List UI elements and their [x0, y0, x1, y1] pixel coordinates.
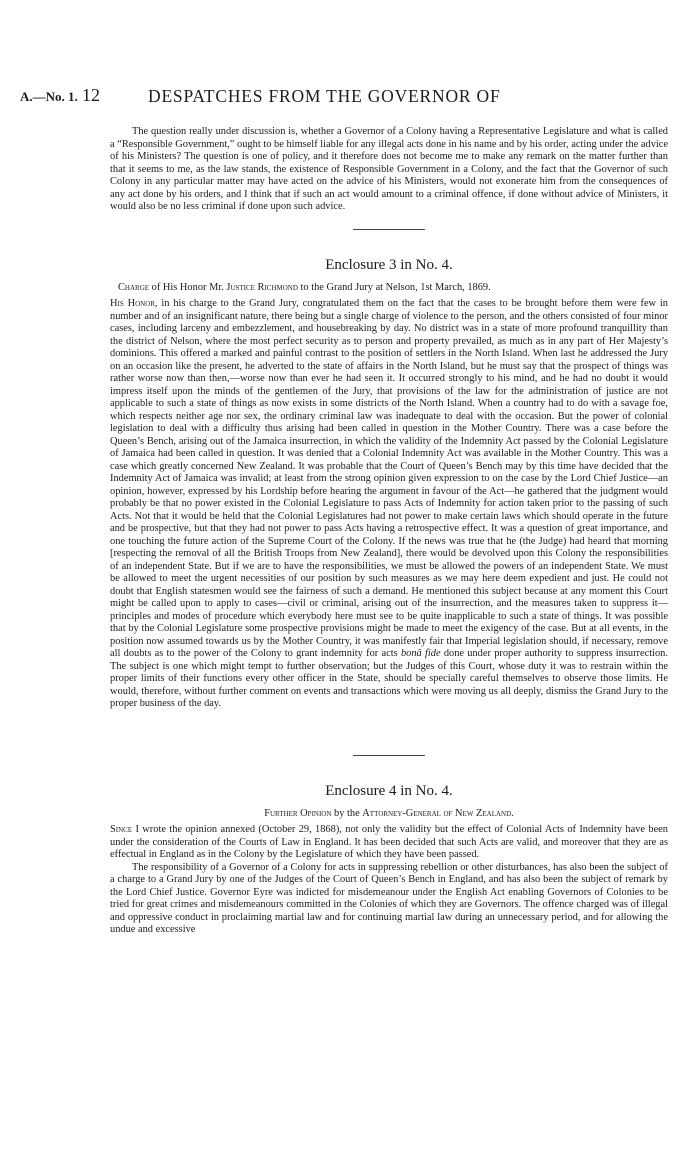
running-title: DESPATCHES FROM THE GOVERNOR OF [148, 86, 501, 106]
enclosure-4-paragraph-2: The responsibility of a Governor of a Colony for acts in suppressing rebellion or other disturbances, has also been the subject of a charge to a Grand Jury by one of the Judges of the Court of Queen’s Bench in England, and has also been the subject of remark by the Lord Chief Justice. Governor Eyre was indicted for misdemeanour under the English Act enabling Governors of Colonies to be tried for great crimes and misdemeanours committed in the Colonies of which they are Governors. The offence charged was of illegal and oppressive conduct in proclaiming martial law and for continuing martial law during an unnecessary period, and for allowing the undue and excessive [110, 861, 668, 935]
heading-of-text: of His Honor Mr. [149, 281, 227, 293]
heading-by-the: by the [331, 807, 363, 819]
heading-rest-text: to the Grand Jury at Nelson, 1st March, 1869. [297, 281, 491, 293]
enclosure-3-title: Enclosure 3 in No. 4. [325, 256, 453, 273]
page-header [20, 85, 680, 107]
paragraph-1-text: I wrote the opinion annexed (October 29, 1868), not only the validity but the effect of Colonial Acts of Indemnity have been under the consideration of the Courts of Law in England. It has been decided that such Acts are valid, and moreover that they are as effectual in England as in the Colony by the Legislature of which they have been passed. [110, 824, 668, 860]
enclosure-4-heading [110, 808, 668, 821]
page-body [110, 126, 668, 937]
enclosure-4-paragraph-1 [110, 824, 668, 862]
body-lead-words: His Honor, [110, 298, 158, 309]
body-text-part-2: done under proper authority to suppress insurrection. The subject is one which might tempt to further observation; but the Judges of this Court, whose duty it was to restrain within the proper limits of their functions every other officer in the State, should be specially careful themselves to observe those limits. He would, therefore, without further comment on events and transactions which were moving us all deeply, dismiss the Grand Jury to the proper business of the day. [110, 648, 668, 709]
page-number: 12 [82, 85, 100, 105]
enclosure-3-body [110, 298, 668, 711]
paper-reference: A.—No. 1. [20, 89, 78, 104]
enclosure-4-title: Enclosure 4 in No. 4. [325, 782, 453, 799]
enclosure-3-heading [110, 282, 668, 295]
intro-paragraph: The question really under discussion is, whether a Governor of a Colony having a Representative Legislature and what is called a “Responsible Government,” ought to be himself liable for any illegal acts done in his name and by his order, acting under the advice of his Ministers? The question is one of policy, and it therefore does not become me to make any remark on the matter further than that it seems to me, as the law stands, the existence of Responsible Government in a Colony, and the fact that the Governor of such Colony in any particular matter may have acted on the advice of his Ministers, would not exonerate him from the consequences of any act done by his orders, and I think that if such an act would amount to a criminal offence, if done without advice of Ministers, it would also be no less criminal if done upon such advice. [110, 126, 668, 212]
body-italic-phrase: bonâ fide [400, 648, 441, 659]
section-divider [353, 755, 425, 756]
heading-further-opinion: Further Opinion [264, 807, 332, 819]
paragraph-lead-word: Since [110, 824, 133, 835]
heading-attorney-general: Attorney-General of New Zealand. [362, 807, 514, 819]
section-divider [353, 229, 425, 230]
body-text-part-1: in his charge to the Grand Jury, congratulated them on the fact that the cases to be brought before them were few in number and of an insignificant nature, there being but a single charge of violence to the person, and the others consisted of four minor cases, including larceny and embezzlement, and housebreaking by day. No district was in a state of more profound tranquillity than the district of Nelson, where the most perfect security as to person and property prevailed, as much as in any part of Her Majesty’s dominions. This offered a marked and painful contrast to the position of settlers in the North Island. When last he addressed the Jury on an occasion like the present, he adverted to the state of affairs in the North Island, but he must say that the prospect of things was rather worse now than then,—worse now than ever he had seen it. It occurred strongly to his mind, and he had no doubt it would impress itself upon the minds of the gentlemen of the Jury, that provisions of the law for the administration of justice are not applicable to such a state of things as now exists in some districts of the North Island. When a country had to do with a savage foe, which respects neither age nor sex, the ordinary criminal law was inadequate to deal with the occasion. But the power of colonial legislation to deal with a difficulty thus arising had been called in question in the Mother Country. There was a case before the Queen’s Bench, arising out of the Jamaica insurrection, in which the validity of the Indemnity Act passed by the Colonial Legislature of Jamaica had been called in question. It was denied that a Colonial Indemnity Act was available in the Mother Country. This was a case which greatly concerned New Zealand. It was probable that the Court of Queen’s Bench may by this time have decided that the Indemnity Act of Jamaica was invalid; at least from the strong opinion given expression to on the case by the Lord Chief Justice—an opinion, however, expressed by his Lordship before hearing the argument in favour of the Act—he gathered that the judgment would probably be that no power existed in the Colonial Legislature to pass Acts of Indemnity for action taken prior to the passing of such Acts. Not that it would be held that the Colonial Legislatures had not power to make certain laws which should operate in the future and be prospective, but that they had not power to pass Acts having a retrospective effect. It was a question of great importance, and one touching the future action of the Supreme Court of the Colony. If the news was true that he (the Judge) had heard that morning [respecting the removal of all the British Troops from New Zealand], there would be devolved upon this Colony the responsibilities of an independent State. But if we are to have the responsibilities, we must be allowed the powers of an independent State. We must be allowed to meet the urgent necessities of our position by such measures as we may here deem expedient and just. He could not doubt that English statesmen would see the fairness of such a demand. He mentioned this subject because at any moment this Court might be called upon to apply to cases—civil or criminal, arising out of the insurrection, and the measures taken to suppress it—principles and modes of procedure which everybody here must see to be quite inapplicable to such a state of things. It was possible that by the Colonial Legislature some prospective provisions might be made to meet the exigency of the case. But at all events, in the position now assumed towards us by the Mother Country, it was manifestly fair that Imperial legislation should, if necessary, remove all doubts as to the power of the Colony to grant indemnity for acts [110, 298, 669, 659]
heading-charge-word: Charge [118, 281, 150, 293]
heading-justice-name: Justice Richmond [226, 281, 298, 293]
